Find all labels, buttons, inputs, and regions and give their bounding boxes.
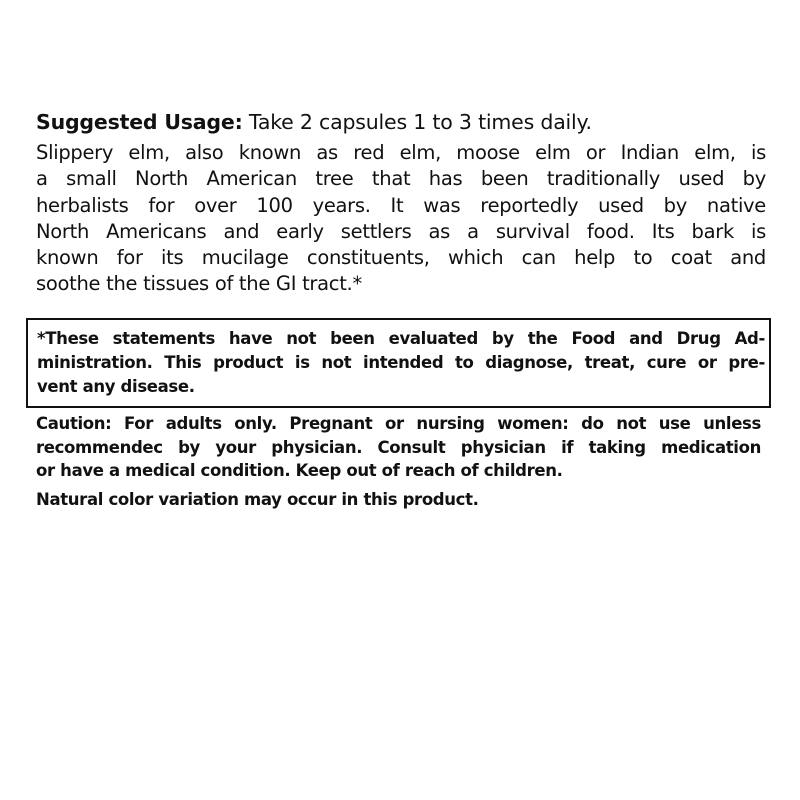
disclaimer-line: *These statements have not been evaluated by the Food and Drug Ad- — [37, 329, 765, 348]
natural-color-note: Natural color variation may occur in this product. — [36, 490, 479, 509]
caution-line: recommendec by your physician. Consult physician if taking medication — [36, 437, 761, 457]
description-line: herbalists for over 100 years. It was reportedly used by native — [36, 193, 766, 217]
disclaimer-line: ministration. This product is not intended to diagnose, treat, cure or pre- — [37, 353, 765, 372]
disclaimer-line: vent any disease. — [37, 377, 195, 396]
fda-disclaimer-box — [26, 318, 771, 408]
description-line: a small North American tree that has been traditionally used by — [36, 167, 766, 191]
description-line: North Americans and early settlers as a survival food. Its bark is — [36, 219, 766, 243]
description-line: Slippery elm, also known as red elm, moose elm or Indian elm, is — [36, 141, 766, 164]
suggested-usage-heading: Suggested Usage: — [36, 110, 243, 134]
description-line: soothe the tissues of the GI tract.* — [36, 272, 362, 296]
caution-line: or have a medical condition. Keep out of reach of children. — [36, 461, 563, 480]
product-description — [36, 140, 766, 298]
caution-line: Caution: For adults only. Pregnant or nursing women: do not use unless — [36, 414, 761, 433]
description-line: known for its mucilage constituents, which can help to coat and — [36, 246, 766, 270]
suggested-usage — [36, 108, 766, 136]
fda-disclaimer-text — [37, 327, 765, 399]
suggested-usage-text: Take 2 capsules 1 to 3 times daily. — [242, 110, 592, 134]
supplement-label-panel — [36, 108, 766, 298]
caution-warning — [36, 412, 761, 483]
